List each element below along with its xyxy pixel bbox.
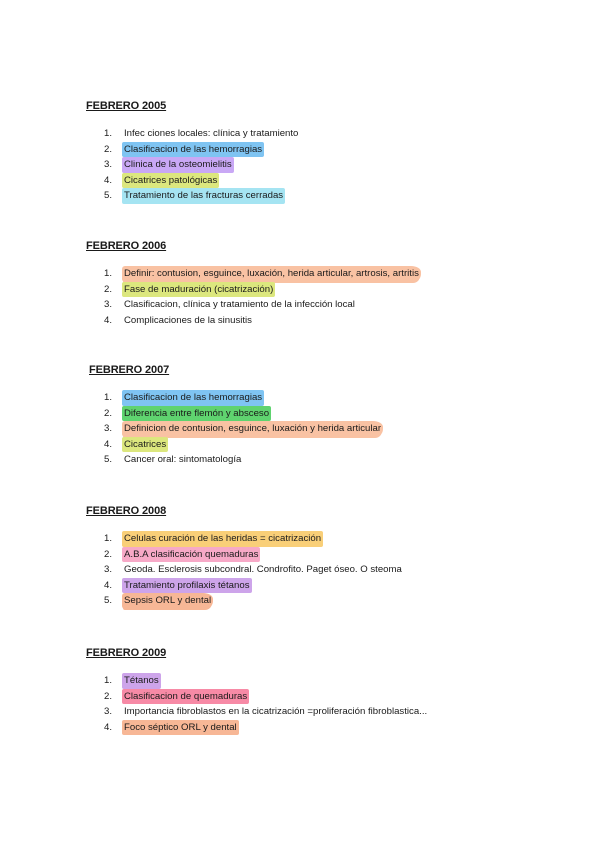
item-text: Clinica de la osteomielitis	[122, 157, 234, 173]
section-heading: FEBRERO 2008	[86, 505, 167, 517]
item-text: Cicatrices	[122, 437, 168, 453]
item-text: Infec ciones locales: clínica y tratamiento	[124, 128, 299, 139]
item-text: Importancia fibroblastos en la cicatrización =proliferación fibroblastica...	[124, 706, 428, 717]
item-number: 3.	[104, 159, 113, 170]
item-number: 3.	[104, 299, 113, 310]
item-text: Cancer oral: sintomatología	[124, 454, 242, 465]
item-number: 1.	[104, 128, 113, 139]
item-text: Celulas curación de las heridas = cicatrización	[122, 531, 323, 547]
item-text: Fase de maduración (cicatrización)	[122, 282, 275, 298]
item-text: Definicion de contusion, esguince, luxación y herida articular	[122, 421, 383, 437]
item-number: 5.	[104, 454, 113, 465]
item-number: 4.	[104, 174, 113, 186]
item-number: 5.	[104, 595, 113, 606]
item-number: 3.	[104, 564, 113, 575]
item-number: 5.	[104, 190, 113, 201]
section-febrero-2009	[86, 646, 566, 733]
item-number: 3.	[104, 423, 113, 434]
item-text: Sepsis ORL y dental	[122, 593, 213, 609]
item-text: A.B.A clasificación quemaduras	[122, 547, 260, 563]
item-text: Definir: contusion, esguince, luxación, herida articular, artrosis, artritis	[122, 266, 421, 282]
item-number: 2.	[104, 143, 113, 155]
item-text: Geoda. Esclerosis subcondral. Condrofito. Paget óseo. O steoma	[124, 564, 402, 575]
item-text: Tétanos	[122, 673, 161, 689]
item-number: 2.	[104, 690, 113, 702]
item-number: 2.	[104, 283, 113, 295]
item-text: Tratamiento profilaxis tétanos	[122, 578, 252, 594]
item-number: 4.	[104, 438, 113, 450]
item-text: Clasificacion de quemaduras	[122, 689, 249, 705]
item-text: Clasificacion de las hemorragias	[122, 390, 264, 406]
section-heading: FEBRERO 2006	[86, 240, 167, 252]
item-number: 4.	[104, 314, 113, 326]
item-number: 2.	[104, 548, 113, 560]
section-febrero-2005	[86, 99, 566, 201]
item-number: 4.	[104, 721, 113, 733]
section-febrero-2006	[86, 239, 566, 326]
item-number: 1.	[104, 392, 113, 403]
section-heading: FEBRERO 2005	[86, 100, 167, 112]
section-febrero-2008	[86, 504, 566, 606]
item-number: 4.	[104, 579, 113, 591]
item-number: 1.	[104, 675, 113, 686]
item-number: 2.	[104, 407, 113, 419]
item-text: Cicatrices patológicas	[122, 173, 219, 189]
item-number: 1.	[104, 533, 113, 544]
item-text: Tratamiento de las fracturas cerradas	[122, 188, 285, 204]
item-text: Clasificacion de las hemorragias	[122, 142, 264, 158]
item-text: Foco séptico ORL y dental	[122, 720, 239, 736]
section-heading: FEBRERO 2007	[89, 364, 170, 376]
item-number: 3.	[104, 706, 113, 717]
item-text: Diferencia entre flemón y absceso	[122, 406, 271, 422]
section-febrero-2007	[89, 363, 569, 465]
item-text: Complicaciones de la sinusitis	[124, 314, 252, 326]
item-text: Clasificacion, clínica y tratamiento de la infección local	[124, 299, 355, 310]
section-heading: FEBRERO 2009	[86, 647, 167, 659]
item-number: 1.	[104, 268, 113, 279]
